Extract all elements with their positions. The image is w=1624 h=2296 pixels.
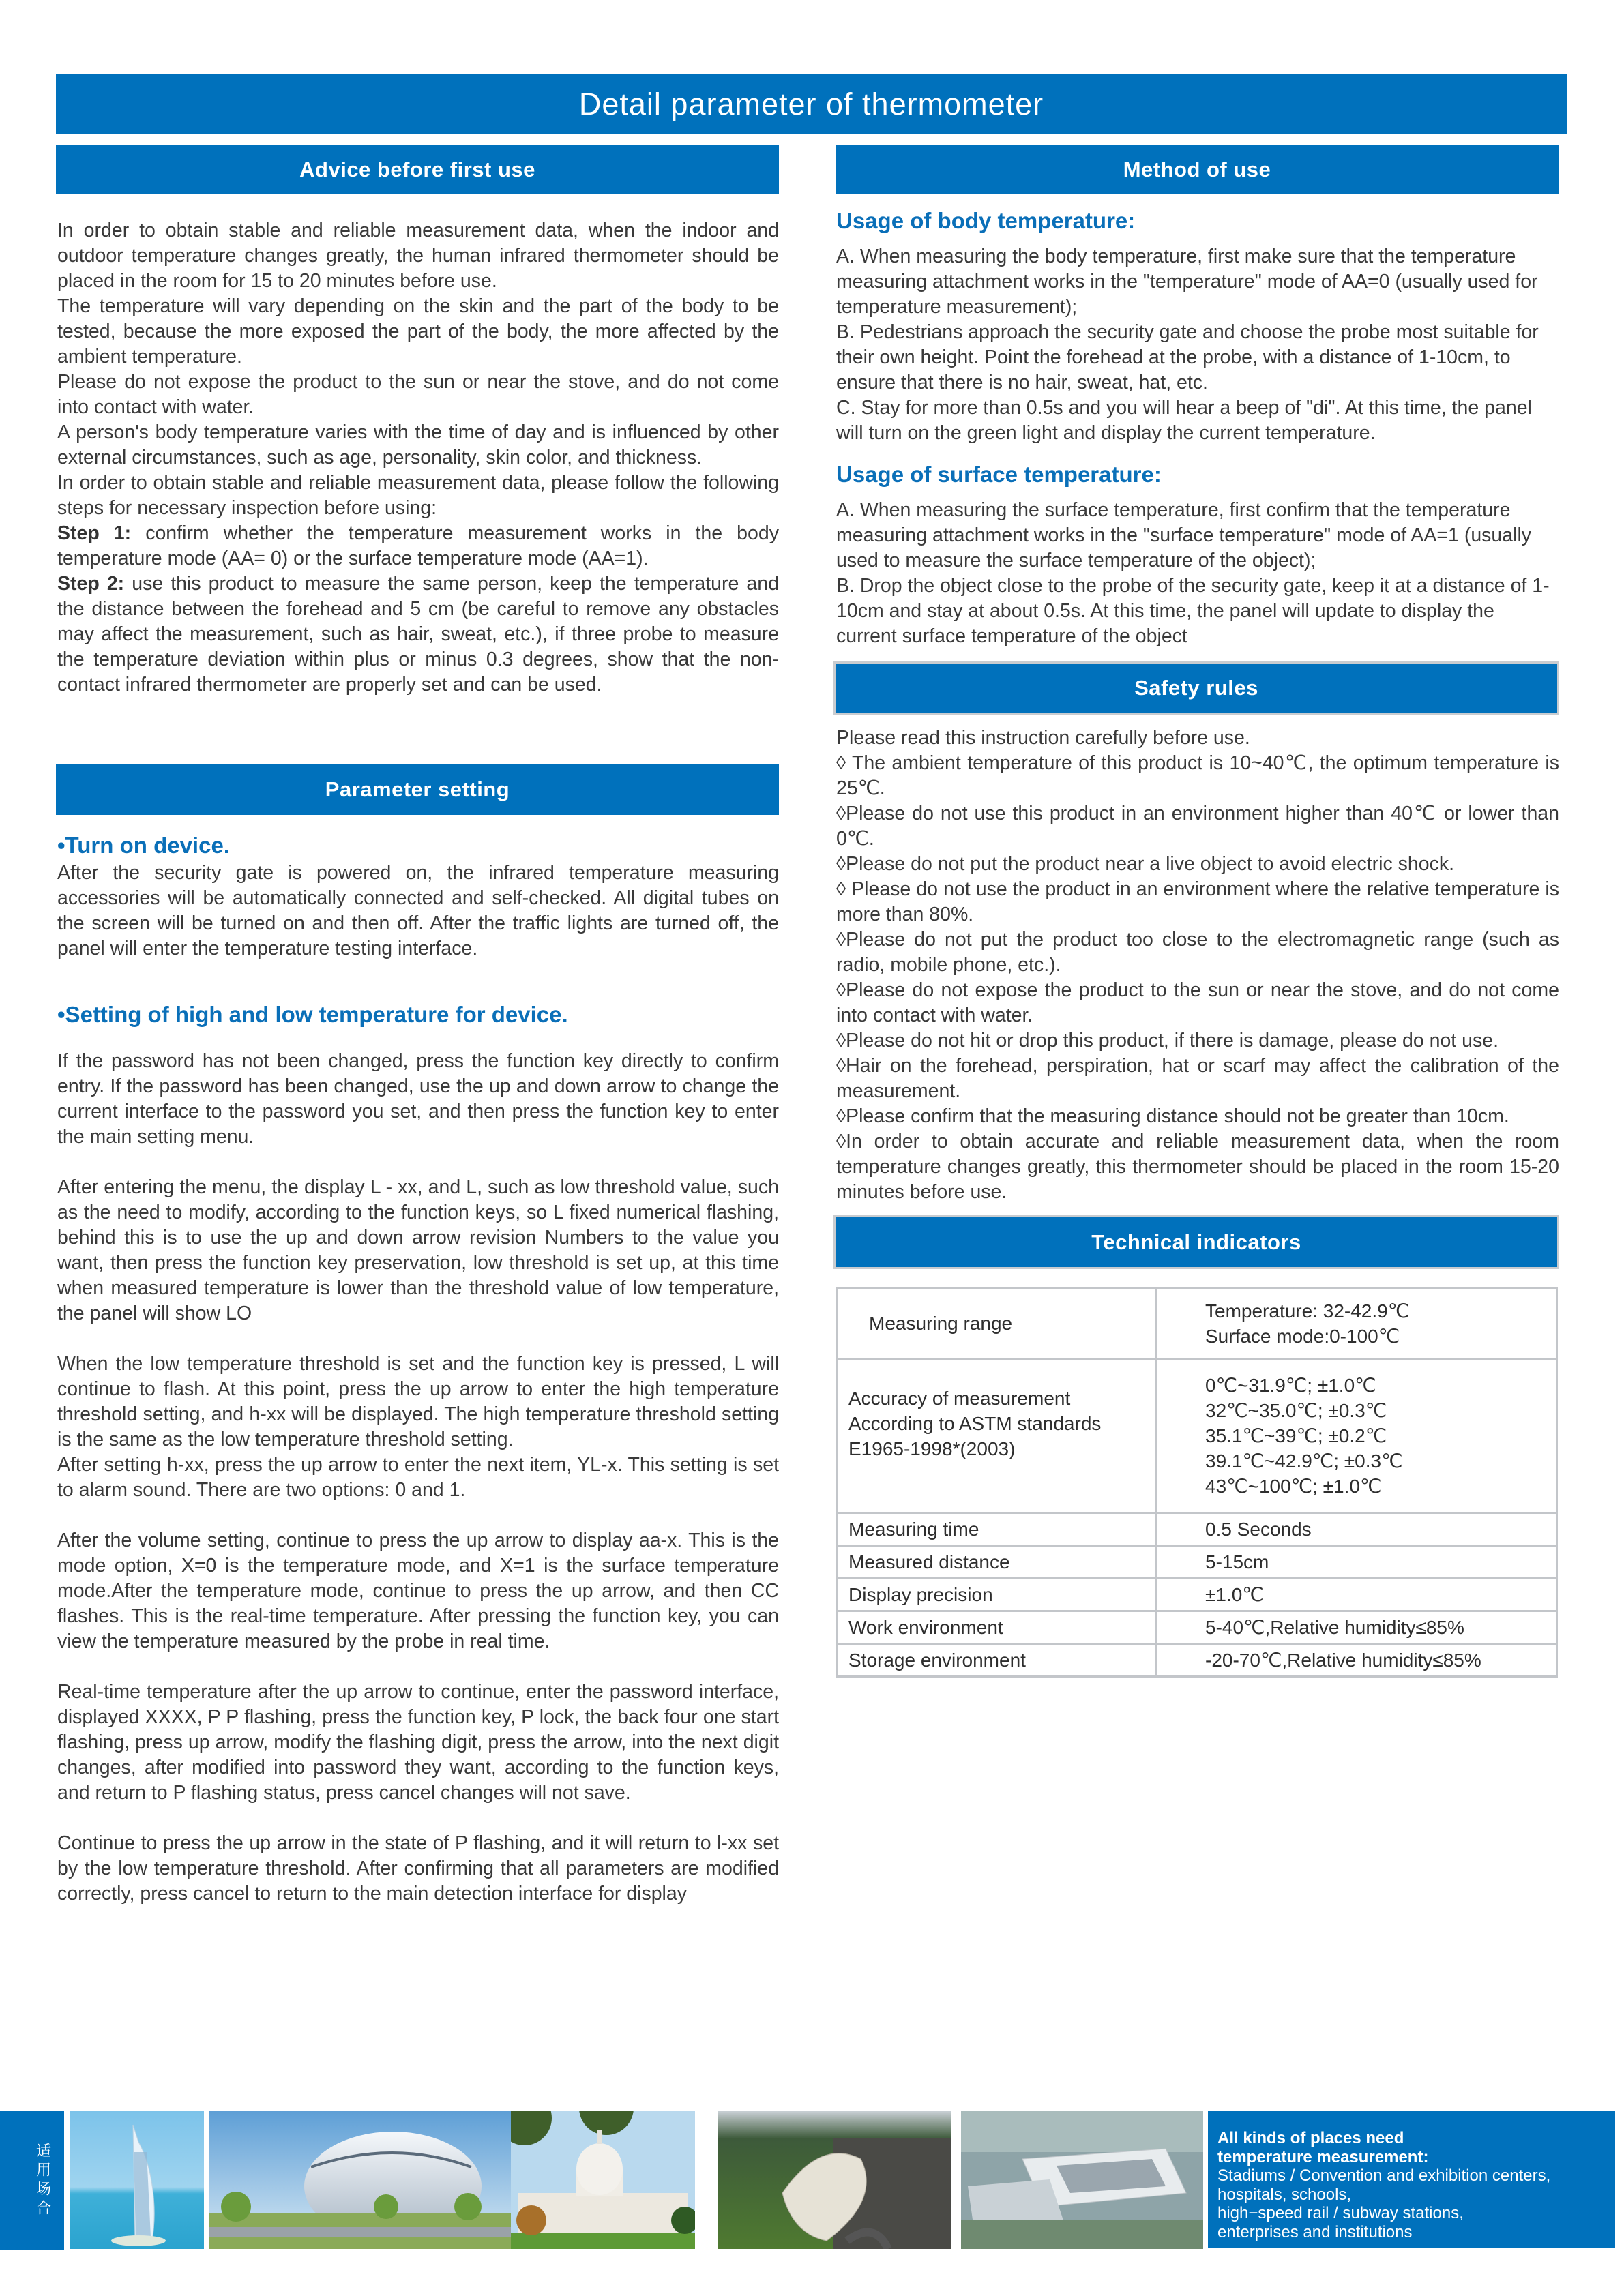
- airport-image: [718, 2111, 951, 2249]
- page-title: Detail parameter of thermometer: [56, 74, 1567, 134]
- setting-paragraph: If the password has not been changed, press the function key directly to confirm entry. If the password has been changed, use the up and down arrow to change the current interface to the password you set, and then press the function key to enter the main setting menu.: [57, 1050, 779, 1148]
- safety-rule: ◊Hair on the forehead, perspiration, hat or scarf may affect the calibration of the measurement.: [836, 1055, 1559, 1102]
- photo-hotel: [70, 2111, 204, 2249]
- hotel-tower-image: [70, 2111, 204, 2249]
- photo-stadium: [209, 2111, 511, 2249]
- table-row: [837, 1611, 1557, 1644]
- spec-key-line: Accuracy of measurement: [848, 1388, 1071, 1409]
- table-row: [837, 1513, 1557, 1546]
- surface-usage-heading: Usage of surface temperature:: [836, 462, 1162, 487]
- photo-capitol: [511, 2111, 695, 2249]
- advice-section: [57, 218, 779, 698]
- surface-usage-step: B. Drop the object close to the probe of the security gate, keep it at a distance of 1-10cm and stay at about 0.5s. At this time, the panel will update to display the current surface temperature of the object: [836, 575, 1550, 647]
- method-section: [836, 205, 1559, 649]
- safety-rule: ◊Please do not expose the product to the sun or near the stove, and do not come into contact with water.: [836, 979, 1559, 1026]
- spec-value-line: Temperature: 32-42.9℃: [1205, 1300, 1410, 1322]
- section-header-method: Method of use: [836, 145, 1559, 194]
- applicable-places-label: [0, 2111, 64, 2250]
- stadium-image: [209, 2111, 511, 2249]
- section-header-technical: Technical indicators: [836, 1217, 1557, 1267]
- spec-value: 0.5 Seconds: [1157, 1513, 1557, 1546]
- turn-on-text: After the security gate is powered on, the infrared temperature measuring accessories will be automatically connected and self-checked. All digital tubes on the screen will be turned on and then off. After the traffic lights are turned off, the panel will enter the temperature testing interface.: [57, 862, 779, 959]
- spec-value: [1157, 1359, 1557, 1513]
- step-text: confirm whether the temperature measurement works in the body temperature mode (AA= 0) or the surface temperature mode (AA=1).: [57, 522, 779, 569]
- advice-paragraph: In order to obtain stable and reliable measurement data, when the indoor and outdoor temperature changes greatly, the human infrared thermometer should be placed in the room for 15 to 20 minutes before use.: [57, 220, 779, 292]
- advice-step-2: [57, 571, 779, 698]
- spec-value: -20-70℃,Relative humidity≤85%: [1157, 1644, 1557, 1677]
- spec-value-line: 32℃~35.0℃; ±0.3℃: [1205, 1400, 1387, 1421]
- spec-key: Storage environment: [837, 1644, 1157, 1677]
- table-row: [837, 1644, 1557, 1677]
- step-text: use this product to measure the same person, keep the temperature and the distance between the forehead and 5 cm (be careful to remove any obstacles may affect the measurement, such as hair, sweat, etc.), if three probe to measure the temperature deviation within plus or minus 0.3 degrees, show that the non-contact infrared thermometer are properly set and can be used.: [57, 573, 779, 696]
- safety-rule: ◊Please do not put the product near a live object to avoid electric shock.: [836, 853, 1455, 875]
- safety-rule: ◊Please do not put the product too close to the electromagnetic range (such as radio, mobile phone, etc.).: [836, 929, 1559, 976]
- turn-on-heading: •Turn on device.: [57, 833, 230, 858]
- surface-usage-step: A. When measuring the surface temperature, first confirm that the temperature measuring attachment works in the "surface temperature" mode of AA=1 (usually used to measure the surface temperature of the object);: [836, 499, 1532, 571]
- technical-table-wrap: [836, 1287, 1558, 1678]
- parameter-section: [57, 831, 779, 1907]
- spec-key: Measured distance: [837, 1546, 1157, 1579]
- setting-paragraph: When the low temperature threshold is set and the function key is pressed, L will continue to flash. At this point, press the up arrow to enter the high temperature threshold setting, and h-xx will be displayed. The high temperature threshold setting is the same as the low temperature threshold setting.: [57, 1353, 779, 1450]
- spec-value-line: 39.1℃~42.9℃; ±0.3℃: [1205, 1450, 1403, 1472]
- spec-key-line: E1965-1998*(2003): [848, 1438, 1016, 1459]
- safety-intro: Please read this instruction carefully before use.: [836, 727, 1250, 749]
- safety-rule: ◊Please do not hit or drop this product, if there is damage, please do not use.: [836, 1030, 1499, 1052]
- setting-paragraph: Continue to press the up arrow in the state of P flashing, and it will return to l-xx set by the low temperature threshold. After confirming that all parameters are modified correctly, press cancel to return to the main detection interface for display: [57, 1832, 779, 1905]
- spec-key-line: According to ASTM standards: [848, 1413, 1102, 1434]
- spec-value-line: 43℃~100℃; ±1.0℃: [1205, 1476, 1382, 1497]
- body-usage-step: A. When measuring the body temperature, first make sure that the temperature measuring attachment works in the "temperature" mode of AA=0 (usually used for temperature measurement);: [836, 245, 1538, 318]
- section-header-parameter: Parameter setting: [56, 764, 779, 815]
- step-label: Step 2:: [57, 573, 125, 595]
- spec-value-line: Surface mode:0-100℃: [1205, 1325, 1400, 1347]
- section-header-advice: Advice before first use: [56, 145, 779, 194]
- table-row: [837, 1288, 1557, 1359]
- technical-indicators-table: [836, 1287, 1558, 1678]
- spec-key-line: Measuring range: [869, 1313, 1013, 1334]
- description-line: enterprises and institutions: [1217, 2222, 1413, 2241]
- setting-paragraph: Real-time temperature after the up arrow to continue, enter the password interface, displayed XXXX, P P flashing, press the function key, P lock, the back four one start flashing, press up arrow, modify the flashing digit, press the arrow, into the next digit changes, after modified into password they want, according to the function keys, and return to P flashing status, press cancel changes will not save.: [57, 1681, 779, 1804]
- description-line: Stadiums / Convention and exhibition centers,: [1217, 2166, 1551, 2185]
- table-row: [837, 1579, 1557, 1611]
- photo-airport: [718, 2111, 951, 2249]
- safety-rule: ◊ The ambient temperature of this product is 10~40℃, the optimum temperature is 25℃.: [836, 752, 1559, 799]
- high-low-heading: •Setting of high and low temperature for device.: [57, 1002, 568, 1027]
- table-row: [837, 1359, 1557, 1513]
- spec-key: Display precision: [837, 1579, 1157, 1611]
- description-heading: temperature measurement:: [1217, 2147, 1429, 2166]
- railway-station-image: [961, 2111, 1203, 2249]
- spec-value-line: 0℃~31.9℃; ±1.0℃: [1205, 1375, 1376, 1396]
- safety-section: [836, 726, 1559, 1205]
- section-header-safety: Safety rules: [836, 664, 1557, 713]
- applicable-places-description: [1208, 2111, 1615, 2248]
- advice-paragraph: A person's body temperature varies with the time of day and is influenced by other external circumstances, such as age, personality, skin color, and thickness.: [57, 421, 779, 468]
- safety-rule: ◊In order to obtain accurate and reliable measurement data, when the room temperature changes greatly, this thermometer should be placed in the room 15-20 minutes before use.: [836, 1131, 1559, 1203]
- description-line: hospitals, schools,: [1217, 2185, 1352, 2204]
- safety-rule: ◊ Please do not use the product in an environment where the relative temperature is more than 80%.: [836, 878, 1559, 925]
- spec-value-line: 35.1℃~39℃; ±0.2℃: [1205, 1425, 1387, 1446]
- safety-rule: ◊Please confirm that the measuring distance should not be greater than 10cm.: [836, 1105, 1509, 1127]
- spec-value: ±1.0℃: [1157, 1579, 1557, 1611]
- capitol-image: [511, 2111, 695, 2249]
- spec-key: [837, 1288, 1157, 1359]
- spec-value: 5-15cm: [1157, 1546, 1557, 1579]
- applicable-places-text: 适用场合: [33, 2143, 51, 2219]
- body-usage-step: C. Stay for more than 0.5s and you will hear a beep of "di". At this time, the panel will turn on the green light and display the current temperature.: [836, 397, 1532, 444]
- photo-railway-station: [961, 2111, 1203, 2249]
- description-line: high−speed rail / subway stations,: [1217, 2204, 1464, 2222]
- body-usage-step: B. Pedestrians approach the security gate and choose the probe most suitable for their own height. Point the forehead at the probe, with a distance of 1-10cm, to ensure that there is no hair, sweat, hat, etc.: [836, 321, 1539, 393]
- setting-paragraph: After setting h-xx, press the up arrow to enter the next item, YL-x. This setting is set to alarm sound. There are two options: 0 and 1.: [57, 1454, 779, 1501]
- table-row: [837, 1546, 1557, 1579]
- spec-value: 5-40℃,Relative humidity≤85%: [1157, 1611, 1557, 1644]
- setting-paragraph: After the volume setting, continue to press the up arrow to display aa-x. This is the mode option, X=0 is the temperature mode, and X=1 is the surface temperature mode.After the temperature mode, continue to press the up arrow, and then CC flashes. This is the real-time temperature. After pressing the function key, you can view the temperature measured by the probe in real time.: [57, 1530, 779, 1652]
- body-usage-heading: Usage of body temperature:: [836, 208, 1136, 233]
- spec-value: [1157, 1288, 1557, 1359]
- safety-rule: ◊Please do not use this product in an environment higher than 40℃ or lower than 0℃.: [836, 803, 1559, 850]
- spec-key: Measuring time: [837, 1513, 1157, 1546]
- spec-key: Work environment: [837, 1611, 1157, 1644]
- advice-paragraph: In order to obtain stable and reliable measurement data, please follow the following steps for necessary inspection before using:: [57, 472, 779, 519]
- setting-paragraph: After entering the menu, the display L - xx, and L, such as low threshold value, such as the need to modify, according to the function keys, so L fixed numerical flashing, behind this is to use the up and down arrow revision Numbers to the value you want, then press the function key preservation, low threshold is set up, at this time when measured temperature is lower than the threshold value of low temperature, the panel will show LO: [57, 1176, 779, 1324]
- spec-key: [837, 1359, 1157, 1513]
- description-heading: All kinds of places need: [1217, 2129, 1404, 2147]
- step-label: Step 1:: [57, 522, 132, 544]
- advice-paragraph: The temperature will vary depending on the skin and the part of the body to be tested, because the more exposed the part of the body, the more affected by the ambient temperature.: [57, 295, 779, 368]
- advice-paragraph: Please do not expose the product to the sun or near the stove, and do not come into contact with water.: [57, 371, 779, 418]
- advice-step-1: [57, 521, 779, 571]
